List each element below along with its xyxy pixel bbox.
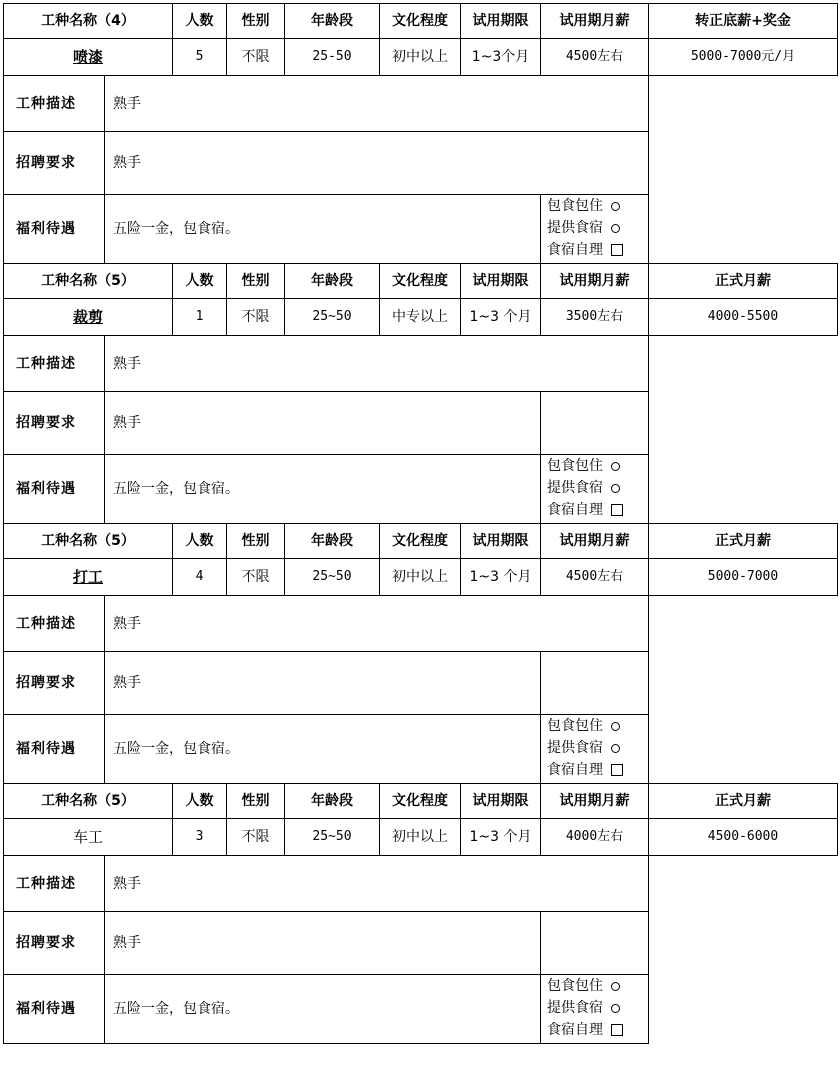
value-cell: 25~50 — [285, 819, 380, 856]
value-cell: 中专以上 — [380, 299, 461, 336]
header-cell: 试用期月薪 — [541, 524, 649, 559]
value-cell: 初中以上 — [380, 559, 461, 596]
value-cell: 初中以上 — [380, 39, 461, 76]
value-cell: 1~3 个月 — [461, 299, 541, 336]
option-label: 提供食宿 — [547, 1000, 603, 1016]
value-cell: 25~50 — [285, 559, 380, 596]
option-label: 提供食宿 — [547, 220, 603, 236]
benefits-label: 福利待遇 — [4, 715, 105, 784]
header-cell: 性别 — [227, 784, 285, 819]
meals-provided-option[interactable] — [547, 997, 648, 1019]
self-arranged-option[interactable] — [547, 499, 648, 521]
header-cell: 文化程度 — [380, 264, 461, 299]
value-cell: 4500左右 — [541, 559, 649, 596]
requirement-text: 熟手 — [105, 132, 649, 195]
self-arranged-option[interactable] — [547, 1019, 648, 1041]
header-cell: 试用期月薪 — [541, 264, 649, 299]
checkbox-square-icon[interactable] — [611, 764, 623, 776]
requirement-text: 熟手 — [105, 652, 541, 715]
description-text: 熟手 — [105, 856, 649, 912]
header-cell: 试用期限 — [461, 524, 541, 559]
header-cell: 人数 — [173, 4, 227, 39]
empty-cell — [541, 392, 649, 455]
header-cell: 正式月薪 — [649, 784, 838, 819]
header-row — [4, 784, 838, 819]
value-cell: 4000左右 — [541, 819, 649, 856]
benefits-text: 五险一金，包食宿。 — [105, 715, 541, 784]
value-cell: 不限 — [227, 559, 285, 596]
value-cell: 3500左右 — [541, 299, 649, 336]
option-label: 提供食宿 — [547, 740, 603, 756]
job-table — [3, 3, 838, 264]
benefit-options — [541, 455, 649, 524]
value-cell: 25~50 — [285, 299, 380, 336]
radio-circle-icon[interactable] — [611, 462, 620, 471]
description-label: 工种描述 — [4, 336, 105, 392]
option-label: 食宿自理 — [547, 1022, 603, 1038]
requirement-text: 熟手 — [105, 912, 541, 975]
option-label: 食宿自理 — [547, 762, 603, 778]
value-cell: 1 — [173, 299, 227, 336]
header-cell: 性别 — [227, 524, 285, 559]
job-name-cell — [4, 299, 173, 336]
description-label: 工种描述 — [4, 76, 105, 132]
benefits-row — [4, 715, 838, 784]
benefits-label: 福利待遇 — [4, 975, 105, 1044]
requirement-label: 招聘要求 — [4, 392, 105, 455]
description-row — [4, 856, 838, 912]
description-text: 熟手 — [105, 336, 649, 392]
value-cell: 1~3个月 — [461, 39, 541, 76]
job-table — [3, 783, 838, 1044]
header-cell: 年龄段 — [285, 4, 380, 39]
value-cell: 4500左右 — [541, 39, 649, 76]
requirement-label: 招聘要求 — [4, 652, 105, 715]
header-cell: 文化程度 — [380, 4, 461, 39]
radio-circle-icon[interactable] — [611, 224, 620, 233]
value-cell: 不限 — [227, 819, 285, 856]
benefit-options — [541, 975, 649, 1044]
option-label: 食宿自理 — [547, 242, 603, 258]
header-cell: 工种名称（5） — [4, 524, 173, 559]
benefits-label: 福利待遇 — [4, 455, 105, 524]
value-cell: 3 — [173, 819, 227, 856]
board-and-lodging-option[interactable] — [547, 715, 648, 737]
header-cell: 文化程度 — [380, 524, 461, 559]
description-text: 熟手 — [105, 76, 649, 132]
radio-circle-icon[interactable] — [611, 722, 620, 731]
value-cell: 5000-7000元/月 — [649, 39, 838, 76]
header-row — [4, 264, 838, 299]
benefits-text: 五险一金，包食宿。 — [105, 195, 541, 264]
description-row — [4, 596, 838, 652]
value-cell: 初中以上 — [380, 819, 461, 856]
checkbox-square-icon[interactable] — [611, 1024, 623, 1036]
requirement-text: 熟手 — [105, 392, 541, 455]
value-row — [4, 39, 838, 76]
radio-circle-icon[interactable] — [611, 484, 620, 493]
job-listing-document — [3, 3, 837, 1044]
header-cell: 工种名称（5） — [4, 264, 173, 299]
meals-provided-option[interactable] — [547, 477, 648, 499]
self-arranged-option[interactable] — [547, 759, 648, 781]
value-cell: 不限 — [227, 39, 285, 76]
benefits-text: 五险一金，包食宿。 — [105, 455, 541, 524]
value-cell: 4500-6000 — [649, 819, 838, 856]
job-table — [3, 263, 838, 524]
description-row — [4, 76, 838, 132]
option-label: 包食包住 — [547, 978, 603, 994]
option-label: 包食包住 — [547, 198, 603, 214]
requirement-row — [4, 912, 838, 975]
radio-circle-icon[interactable] — [611, 1004, 620, 1013]
header-cell: 正式月薪 — [649, 264, 838, 299]
self-arranged-option[interactable] — [547, 239, 648, 261]
header-cell: 文化程度 — [380, 784, 461, 819]
value-cell: 不限 — [227, 299, 285, 336]
header-cell: 年龄段 — [285, 524, 380, 559]
value-row — [4, 819, 838, 856]
header-cell: 工种名称（4） — [4, 4, 173, 39]
benefits-label: 福利待遇 — [4, 195, 105, 264]
header-cell: 年龄段 — [285, 264, 380, 299]
header-cell: 人数 — [173, 264, 227, 299]
value-cell: 25-50 — [285, 39, 380, 76]
description-label: 工种描述 — [4, 856, 105, 912]
board-and-lodging-option[interactable] — [547, 455, 648, 477]
job-name: 喷漆 — [72, 48, 103, 66]
job-name-cell — [4, 819, 173, 856]
header-cell: 试用期限 — [461, 4, 541, 39]
checkbox-square-icon[interactable] — [611, 504, 623, 516]
benefit-options — [541, 715, 649, 784]
header-cell: 年龄段 — [285, 784, 380, 819]
option-label: 食宿自理 — [547, 502, 603, 518]
board-and-lodging-option[interactable] — [547, 195, 648, 217]
meals-provided-option[interactable] — [547, 217, 648, 239]
benefits-text: 五险一金，包食宿。 — [105, 975, 541, 1044]
job-name-cell — [4, 39, 173, 76]
value-row — [4, 559, 838, 596]
option-label: 提供食宿 — [547, 480, 603, 496]
requirement-row — [4, 652, 838, 715]
job-name-cell — [4, 559, 173, 596]
header-cell: 性别 — [227, 264, 285, 299]
header-cell: 人数 — [173, 524, 227, 559]
radio-circle-icon[interactable] — [611, 744, 620, 753]
benefits-row — [4, 975, 838, 1044]
value-cell: 1~3 个月 — [461, 819, 541, 856]
header-cell: 转正底薪+奖金 — [649, 4, 838, 39]
requirement-label: 招聘要求 — [4, 132, 105, 195]
requirement-row — [4, 392, 838, 455]
meals-provided-option[interactable] — [547, 737, 648, 759]
header-cell: 工种名称（5） — [4, 784, 173, 819]
job-name: 裁剪 — [72, 308, 103, 326]
requirement-label: 招聘要求 — [4, 912, 105, 975]
value-row — [4, 299, 838, 336]
header-cell: 试用期月薪 — [541, 784, 649, 819]
empty-cell — [541, 912, 649, 975]
option-label: 包食包住 — [547, 718, 603, 734]
job-table — [3, 523, 838, 784]
header-cell: 性别 — [227, 4, 285, 39]
header-row — [4, 4, 838, 39]
value-cell: 5000-7000 — [649, 559, 838, 596]
checkbox-square-icon[interactable] — [611, 244, 623, 256]
description-label: 工种描述 — [4, 596, 105, 652]
board-and-lodging-option[interactable] — [547, 975, 648, 997]
value-cell: 5 — [173, 39, 227, 76]
benefit-options — [541, 195, 649, 264]
header-cell: 试用期限 — [461, 264, 541, 299]
header-cell: 人数 — [173, 784, 227, 819]
benefits-row — [4, 195, 838, 264]
header-cell: 正式月薪 — [649, 524, 838, 559]
value-cell: 4 — [173, 559, 227, 596]
header-cell: 试用期限 — [461, 784, 541, 819]
description-text: 熟手 — [105, 596, 649, 652]
option-label: 包食包住 — [547, 458, 603, 474]
value-cell: 1~3 个月 — [461, 559, 541, 596]
header-cell: 试用期月薪 — [541, 4, 649, 39]
job-name: 车工 — [72, 828, 103, 846]
radio-circle-icon[interactable] — [611, 202, 620, 211]
header-row — [4, 524, 838, 559]
empty-cell — [541, 652, 649, 715]
job-name: 打工 — [72, 568, 103, 586]
value-cell: 4000-5500 — [649, 299, 838, 336]
radio-circle-icon[interactable] — [611, 982, 620, 991]
requirement-row — [4, 132, 838, 195]
description-row — [4, 336, 838, 392]
benefits-row — [4, 455, 838, 524]
